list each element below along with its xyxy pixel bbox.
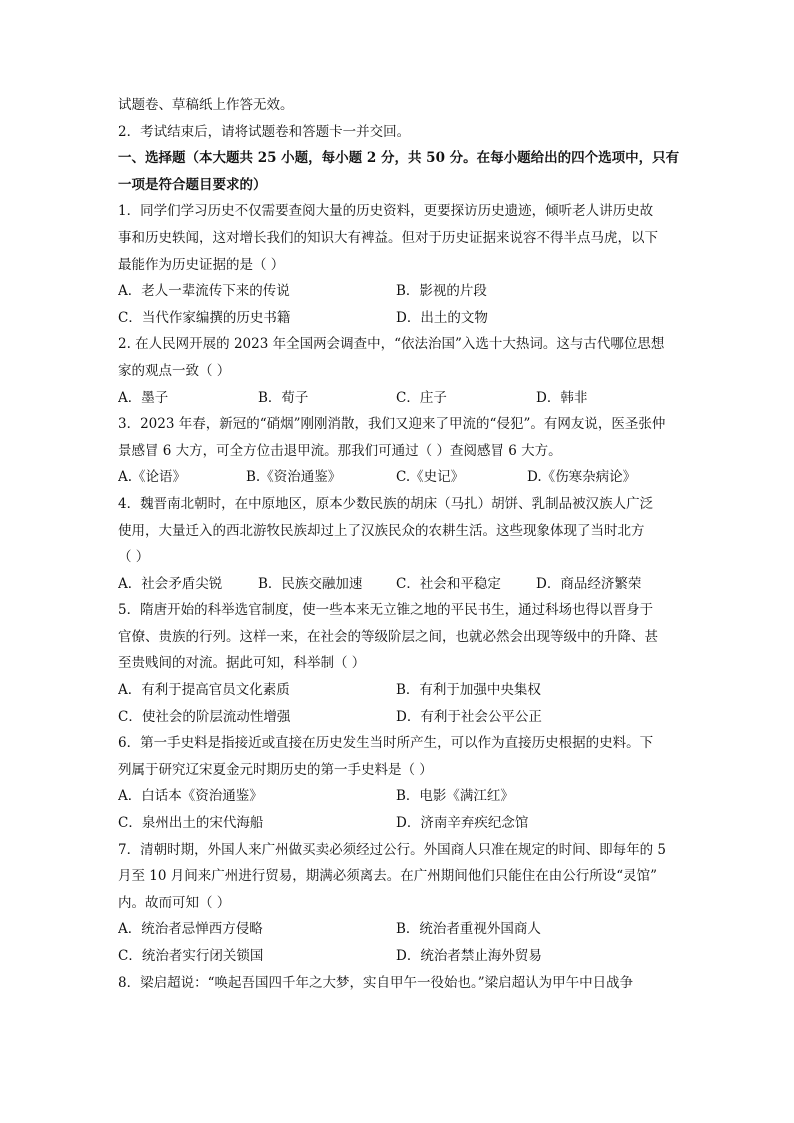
question-text: 8．梁启超说：“唤起吾国四千年之大梦，实自甲午一役始也。”梁启超认为甲午中日战争 <box>118 974 634 991</box>
option-a: A.《论语》 <box>118 469 187 486</box>
option-d: D.《伤寒杂病论》 <box>527 469 637 486</box>
question-text: 7．清朝时期，外国人来广州做买卖必须经过公行。外国商人只准在规定的时间、即每年的 5 <box>118 841 666 858</box>
option-b: B．影视的片段 <box>396 283 487 300</box>
question-7 <box>118 837 684 970</box>
option-c: C．使社会的阶层流动性增强 <box>118 708 291 725</box>
option-row <box>118 571 684 598</box>
question-text: 1．同学们学习历史不仅需要查阅大量的历史资料，更要探访历史遗迹，倾听老人讲历史故 <box>118 203 654 220</box>
question-text: 3．2023 年春，新冠的“硝烟”刚刚消散，我们又迎来了甲流的“侵犯”。有网友说，医圣张仲 <box>118 416 666 433</box>
option-row <box>118 385 684 412</box>
option-c: C．庄子 <box>396 389 447 406</box>
option-row <box>118 783 684 810</box>
option-row <box>118 704 684 731</box>
question-8 <box>118 970 684 997</box>
question-text: 内。故而可知（ ） <box>118 894 231 911</box>
option-b: B.《资治通鉴》 <box>246 469 342 486</box>
question-1 <box>118 198 684 331</box>
option-d: D．韩非 <box>536 389 588 406</box>
option-row <box>118 305 684 332</box>
note-line: 2．考试结束后，请将试题卷和答题卡一并交回。 <box>118 123 411 140</box>
exam-page <box>118 92 684 996</box>
option-row <box>118 810 684 837</box>
option-b: B．统治者重视外国商人 <box>396 921 541 938</box>
option-c: C.《史记》 <box>396 469 465 486</box>
section-heading: 一、选择题（本大题共 25 小题，每小题 2 分，共 50 分。在每小题给出的四个选项中，只有 <box>118 150 680 167</box>
option-row <box>118 278 684 305</box>
question-text: 5．隋唐开始的科举选官制度，使一些本来无立锥之地的平民书生，通过科场也得以晋身于 <box>118 602 654 619</box>
option-d: D．出土的文物 <box>396 309 488 326</box>
option-a: A．统治者忌惮西方侵略 <box>118 921 263 938</box>
question-text: 家的观点一致（ ） <box>118 362 231 379</box>
option-row <box>118 677 684 704</box>
option-a: A．老人一辈流传下来的传说 <box>118 283 290 300</box>
question-2 <box>118 331 684 411</box>
option-d: D．济南辛弃疾纪念馆 <box>396 815 529 832</box>
option-a: A．社会矛盾尖锐 <box>118 575 223 592</box>
option-d: D．商品经济繁荣 <box>536 575 642 592</box>
option-c: C．统治者实行闭关锁国 <box>118 948 264 964</box>
option-b: B．电影《满江红》 <box>396 788 514 805</box>
question-text: 列属于研究辽宋夏金元时期历史的第一手史料是（ ） <box>118 761 433 778</box>
question-text: 4．魏晋南北朝时，在中原地区，原本少数民族的胡床（马扎）胡饼、乳制品被汉族人广泛 <box>118 495 654 512</box>
question-3 <box>118 411 684 491</box>
section-heading: 一项是符合题目要求的） <box>118 176 267 193</box>
option-b: B．有利于加强中央集权 <box>396 682 541 699</box>
option-b: B．荀子 <box>258 389 309 406</box>
option-a: A．有利于提高官员文化素质 <box>118 682 290 699</box>
option-c: C．社会和平稳定 <box>396 575 501 592</box>
question-text: （ ） <box>118 549 150 566</box>
question-text: 6．第一手史料是指接近或直接在历史发生当时所产生，可以作为直接历史根据的史料。下 <box>118 735 654 752</box>
question-text: 景感冒 6 大方，可全方位击退甲流。那我们可通过（ ）查阅感冒 6 大方。 <box>118 442 562 459</box>
option-c: C．当代作家编撰的历史书籍 <box>118 309 291 326</box>
question-text: 使用，大量迁入的西北游牧民族却过上了汉族民众的农耕生活。这些现象体现了当时北方 <box>118 522 645 539</box>
option-a: A．墨子 <box>118 389 169 406</box>
option-b: B．民族交融加速 <box>258 575 363 592</box>
question-text: 官僚、贵族的行列。这样一来，在社会的等级阶层之间，也就必然会出现等级中的升降、甚 <box>118 628 658 645</box>
note-line: 试题卷、草稿纸上作答无效。 <box>118 97 294 113</box>
option-a: A．白话本《资治通鉴》 <box>118 788 263 805</box>
option-row <box>118 916 684 943</box>
question-4 <box>118 491 684 597</box>
option-row <box>118 464 684 491</box>
question-6 <box>118 730 684 836</box>
option-d: D．有利于社会公平公正 <box>396 708 542 725</box>
option-c: C．泉州出土的宋代海船 <box>118 815 264 832</box>
question-5 <box>118 597 684 730</box>
question-text: 最能作为历史证据的是（ ） <box>118 256 285 273</box>
option-row <box>118 943 684 970</box>
option-d: D．统治者禁止海外贸易 <box>396 948 542 964</box>
question-text: 月至 10 月间来广州进行贸易，期满必须离去。在广州期间他们只能住在由公行所设“灵馆” <box>118 868 658 885</box>
question-text: 至贵贱间的对流。据此可知，科举制（ ） <box>118 655 366 672</box>
question-text: 事和历史轶闻，这对增长我们的知识大有裨益。但对于历史证据来说容不得半点马虎，以下 <box>118 229 658 246</box>
question-text: 2. 在人民网开展的 2023 年全国两会调查中，“依法治国”入选十大热词。这与古代哪位思想 <box>118 336 665 353</box>
